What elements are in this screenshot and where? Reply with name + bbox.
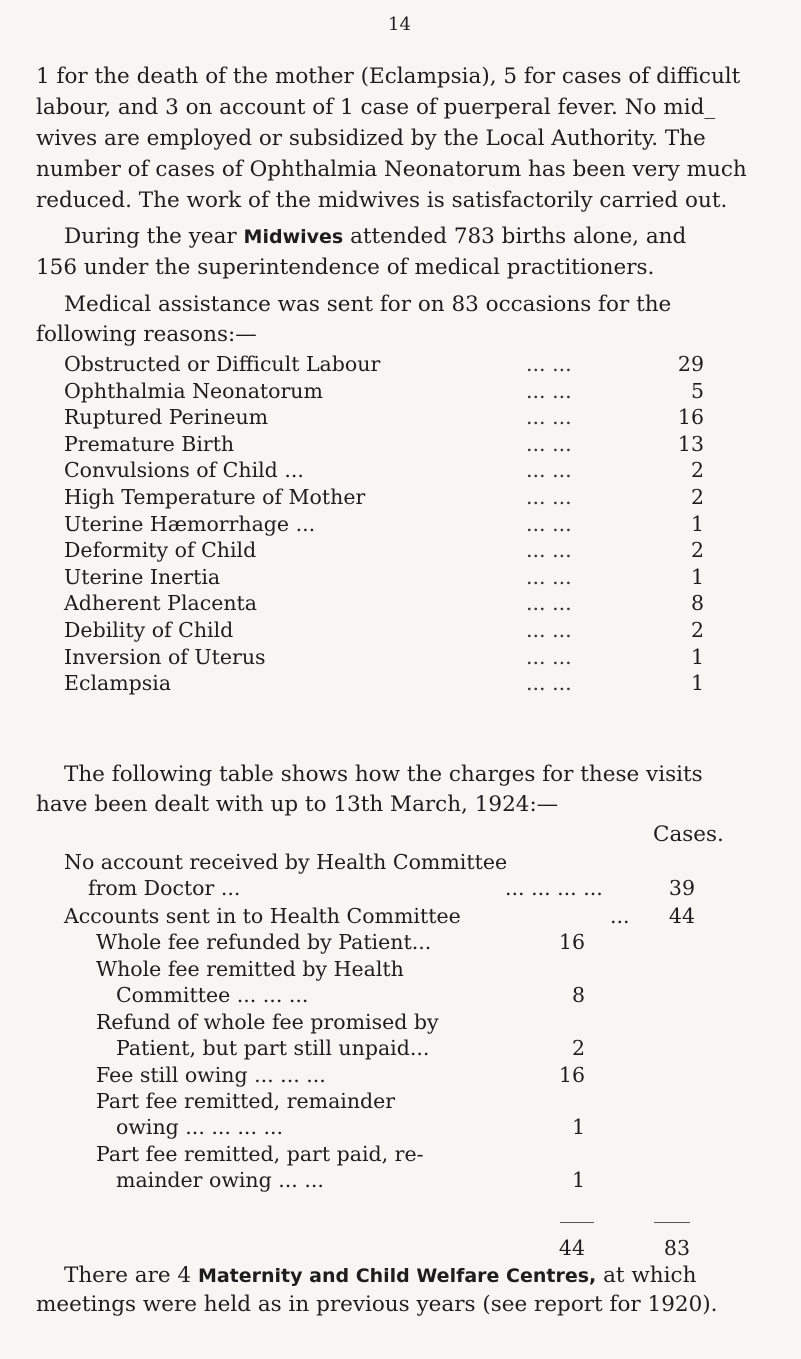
reason-label: Ruptured Perineum xyxy=(64,405,269,430)
reason-label: High Temperature of Mother xyxy=(64,485,366,509)
reason-leader-dots: ... ... xyxy=(526,591,572,616)
para4-line1: The following table shows how the charges for these visits xyxy=(64,762,703,787)
charge-item-line2: mainder owing ... ... xyxy=(116,1168,324,1192)
charge-item-value: 1 xyxy=(571,1115,585,1139)
reason-leader-dots: ... ... xyxy=(526,405,572,430)
reason-label: Convulsions of Child ... xyxy=(64,458,304,483)
reason-row xyxy=(64,379,704,405)
no-account-line2: from Doctor ... xyxy=(88,876,241,900)
reason-leader-dots: ... ... xyxy=(526,671,572,696)
reason-value: 8 xyxy=(690,591,704,616)
charge-item-value: 16 xyxy=(558,1063,585,1087)
para1-line5: reduced. The work of the midwives is satisfactorily carried out. xyxy=(36,188,728,213)
reason-value: 5 xyxy=(690,378,704,403)
reason-leader-dots: ... ... xyxy=(526,618,572,642)
para5-end: at which xyxy=(603,1263,697,1288)
accounts-sent-dots: ... xyxy=(610,904,630,928)
reason-row xyxy=(64,565,704,591)
para3-line1: Medical assistance was sent for on 83 occasions for the xyxy=(64,292,672,317)
charge-item-line2: Committee ... ... ... xyxy=(116,983,309,1007)
reason-value: 1 xyxy=(690,644,704,669)
accounts-sent-label: Accounts sent in to Health Committee xyxy=(64,904,461,928)
para2-line1 xyxy=(64,224,686,250)
charge-item-line1: Whole fee refunded by Patient... xyxy=(96,930,432,954)
reason-label: Uterine Hæmorrhage ... xyxy=(64,511,316,536)
reason-value: 1 xyxy=(690,511,704,536)
reason-leader-dots: ... ... xyxy=(526,352,572,376)
para1-line1: 1 for the death of the mother (Eclampsia), 5 for cases of difficult xyxy=(36,64,741,89)
reason-value: 2 xyxy=(690,485,704,509)
reason-row xyxy=(64,405,704,431)
reason-leader-dots: ... ... xyxy=(526,644,572,669)
para2-end: attended 783 births alone, and xyxy=(350,224,687,249)
reason-row xyxy=(64,645,704,671)
reason-leader-dots: ... ... xyxy=(526,564,572,589)
reason-row xyxy=(64,591,704,617)
total-rule-left xyxy=(560,1222,594,1223)
total-left: 44 xyxy=(558,1236,585,1260)
reason-value: 2 xyxy=(690,538,704,563)
reason-label: Adherent Placenta xyxy=(64,591,257,616)
reason-label: Deformity of Child xyxy=(64,538,257,563)
no-account-dots: ... ... ... ... xyxy=(505,876,603,900)
cases-header: Cases. xyxy=(653,822,724,847)
total-right: 83 xyxy=(663,1236,690,1260)
reason-value: 2 xyxy=(690,458,704,483)
reason-row xyxy=(64,538,704,564)
reason-value: 1 xyxy=(690,671,704,696)
para5-bold: Maternity and Child Welfare Centres, xyxy=(197,1265,597,1287)
charge-item-line1: Part fee remitted, remainder xyxy=(96,1089,396,1113)
reason-leader-dots: ... ... xyxy=(526,378,572,403)
reason-leader-dots: ... ... xyxy=(526,511,572,536)
reason-label: Ophthalmia Neonatorum xyxy=(64,378,323,403)
total-rule-right xyxy=(654,1222,690,1223)
para2-start: During the year xyxy=(64,224,237,249)
reason-row xyxy=(64,352,704,378)
charge-item-value: 2 xyxy=(571,1036,585,1060)
charge-item-line1: Refund of whole fee promised by xyxy=(96,1010,439,1034)
reason-value: 1 xyxy=(690,564,704,589)
para5-start: There are 4 xyxy=(64,1263,192,1288)
reason-row xyxy=(64,485,704,511)
reason-row xyxy=(64,432,704,458)
page-number: 14 xyxy=(388,14,411,35)
reason-label: Obstructed or Difficult Labour xyxy=(64,352,381,376)
reason-row xyxy=(64,671,704,697)
reason-leader-dots: ... ... xyxy=(526,458,572,483)
reason-label: Debility of Child xyxy=(64,618,234,642)
charge-item-value: 1 xyxy=(571,1168,585,1192)
reason-value: 2 xyxy=(690,618,704,642)
para2-line2: 156 under the superintendence of medical practitioners. xyxy=(36,255,655,280)
reason-value: 16 xyxy=(677,405,704,430)
no-account-line1: No account received by Health Committee xyxy=(64,850,508,874)
charge-item-line2: Patient, but part still unpaid... xyxy=(116,1036,430,1060)
para1-line2: labour, and 3 on account of 1 case of puerperal fever. No mid_ xyxy=(36,95,716,120)
charge-item-line1: Fee still owing ... ... ... xyxy=(96,1063,326,1087)
para3-line2: following reasons:— xyxy=(36,322,257,347)
para1-line4: number of cases of Ophthalmia Neonatorum has been very much xyxy=(36,157,747,182)
para2-bold: Midwives xyxy=(243,226,344,248)
charge-item-line1: Part fee remitted, part paid, re- xyxy=(96,1142,424,1166)
charge-item-value: 16 xyxy=(558,930,585,954)
reason-label: Inversion of Uterus xyxy=(64,644,266,669)
charge-item-line2: owing ... ... ... ... xyxy=(116,1115,284,1139)
para4-line2: have been dealt with up to 13th March, 1924:— xyxy=(36,792,559,817)
reason-label: Eclampsia xyxy=(64,671,172,696)
para5-line2: meetings were held as in previous years (see report for 1920). xyxy=(36,1292,718,1317)
reason-row xyxy=(64,618,704,644)
charge-item-line1: Whole fee remitted by Health xyxy=(96,957,404,981)
accounts-sent-cases: 44 xyxy=(668,904,695,928)
reason-value: 13 xyxy=(677,431,704,456)
reason-leader-dots: ... ... xyxy=(526,431,572,456)
reason-label: Premature Birth xyxy=(64,431,235,456)
reason-label: Uterine Inertia xyxy=(64,564,221,589)
reason-row xyxy=(64,458,704,484)
charge-item-value: 8 xyxy=(571,983,585,1007)
para5-line1 xyxy=(64,1263,696,1289)
para1-line3: wives are employed or subsidized by the Local Authority. The xyxy=(36,126,706,151)
no-account-cases: 39 xyxy=(668,876,695,900)
reason-leader-dots: ... ... xyxy=(526,538,572,563)
reason-leader-dots: ... ... xyxy=(526,485,572,509)
reason-row xyxy=(64,512,704,538)
reason-value: 29 xyxy=(677,352,704,376)
